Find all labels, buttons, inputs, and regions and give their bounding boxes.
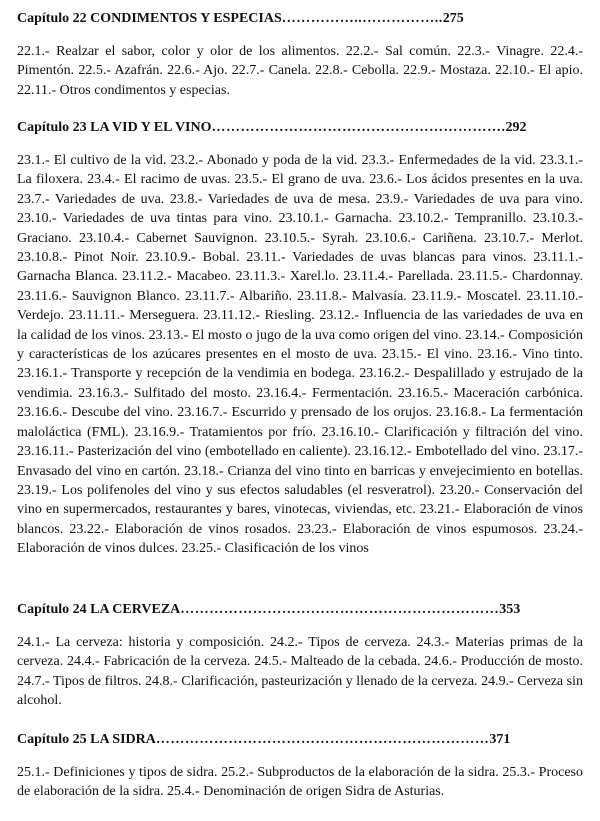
chapter-contents: 22.1.- Realzar el sabor, color y olor de los alimentos. 22.2.- Sal común. 22.3.- Vinagre. 22.4.- Pimentón. 22.5.- Azafrán. 22.6.- Ajo. 22.7.- Canela. 22.8.- Cebolla. 22.9.- Mostaza. 22.10.- El apio. 22.11.- Otros condimentos y especias.: [17, 44, 583, 98]
chapter-page-number: 353: [499, 602, 521, 617]
leader-dots: …………………………………………………….: [211, 120, 506, 135]
chapter-heading: [17, 119, 583, 137]
chapter-contents: 25.1.- Definiciones y tipos de sidra. 25.2.- Subproductos de la elaboración de la sidra. 25.3.- Proceso de elaboración de la sidra. 25.4.- Denominación de origen Sidra de Asturias.: [17, 765, 583, 800]
leader-dots: ……………..……………..: [281, 11, 443, 26]
chapter-page-number: 292: [505, 120, 527, 135]
chapter-heading: [17, 601, 583, 619]
leader-dots: ……………………………………………………………: [155, 732, 490, 747]
chapter-title: Capítulo 25 LA SIDRA: [17, 732, 156, 747]
leader-dots: …………………………………………………………: [180, 602, 500, 617]
chapter-page-number: 371: [489, 732, 511, 747]
chapter-title: Capítulo 23 LA VID Y EL VINO: [17, 120, 212, 135]
chapter-title: Capítulo 22 CONDIMENTOS Y ESPECIAS: [17, 11, 282, 26]
chapter-contents: 24.1.- La cerveza: historia y composición. 24.2.- Tipos de cerveza. 24.3.- Materias primas de la cerveza. 24.4.- Fabricación de la cerveza. 24.5.- Malteado de la cebada. 24.6.- Producción de mosto. 24.7.- Tipos de filtros. 24.8.- Clarificación, pasteurización y llenado de la cerveza. 24.9.- Cerveza sin alcohol.: [17, 635, 583, 709]
chapter-heading: [17, 10, 583, 28]
chapter-contents: 23.1.- El cultivo de la vid. 23.2.- Abonado y poda de la vid. 23.3.- Enfermedades de la vid. 23.3.1.- La filoxera. 23.4.- El racimo de uvas. 23.5.- El grano de uva. 23.6.- Los ácidos presentes en la uva. 23.7.- Variedades de uva. 23.8.- Variedades de uva de mesa. 23.9.- Variedades de uva para vino. 23.10.- Variedades de uva tintas para vino. 23.10.1.- Garnacha. 23.10.2.- Tempranillo. 23.10.3.- Graciano. 23.10.4.- Cabernet Sauvignon. 23.10.5.- Syrah. 23.10.6.- Cariñena. 23.10.7.- Merlot. 23.10.8.- Pinot Noir. 23.10.9.- Bobal. 23.11.- Variedades de uvas blancas para vinos. 23.11.1.- Garnacha Blanca. 23.11.2.- Macabeo. 23.11.3.- Xarel.lo. 23.11.4.- Parellada. 23.11.5.- Chardonnay. 23.11.6.- Sauvignon Blanco. 23.11.7.- Albariño. 23.11.8.- Malvasía. 23.11.9.- Moscatel. 23.11.10.- Verdejo. 23.11.11.- Merseguera. 23.11.12.- Riesling. 23.12.- Influencia de las variedades de uva en la calidad de los vinos. 23.13.- El mosto o jugo de la uva como origen del vino. 23.14.- Composición y características de los azúcares presentes en el mosto de uva. 23.15.- El vino. 23.16.- Vino tinto. 23.16.1.- Transporte y recepción de la vendimia en bodega. 23.16.2.- Despalillado y estrujado de la vendimia. 23.16.3.- Sulfitado del mosto. 23.16.4.- Fermentación. 23.16.5.- Maceración carbónica. 23.16.6.- Descube del vino. 23.16.7.- Escurrido y prensado de los orujos. 23.16.8.- La fermentación maloláctica (FML). 23.16.9.- Tratamientos por frío. 23.16.10.- Clarificación y filtración del vino. 23.16.11.- Pasterización del vino (embotellado en caliente). 23.16.12.- Embotellado del vino. 23.17.- Envasado del vino en cartón. 23.18.- Crianza del vino tinto en barricas y envejecimiento en botellas. 23.19.- Los polifenoles del vino y sus efectos saludables (el resveratrol). 23.20.- Conservación del vino en supermercados, restaurantes y bares, vinotecas, viviendas, etc. 23.21.- Elaboración de vinos blancos. 23.22.- Elaboración de vinos rosados. 23.23.- Elaboración de vinos espumosos. 23.24.- Elaboración de vinos dulces. 23.25.- Clasificación de los vinos: [17, 153, 583, 557]
chapter-page-number: 275: [442, 11, 464, 26]
chapter-heading: [17, 731, 583, 749]
chapter-title: Capítulo 24 LA CERVEZA: [17, 602, 181, 617]
